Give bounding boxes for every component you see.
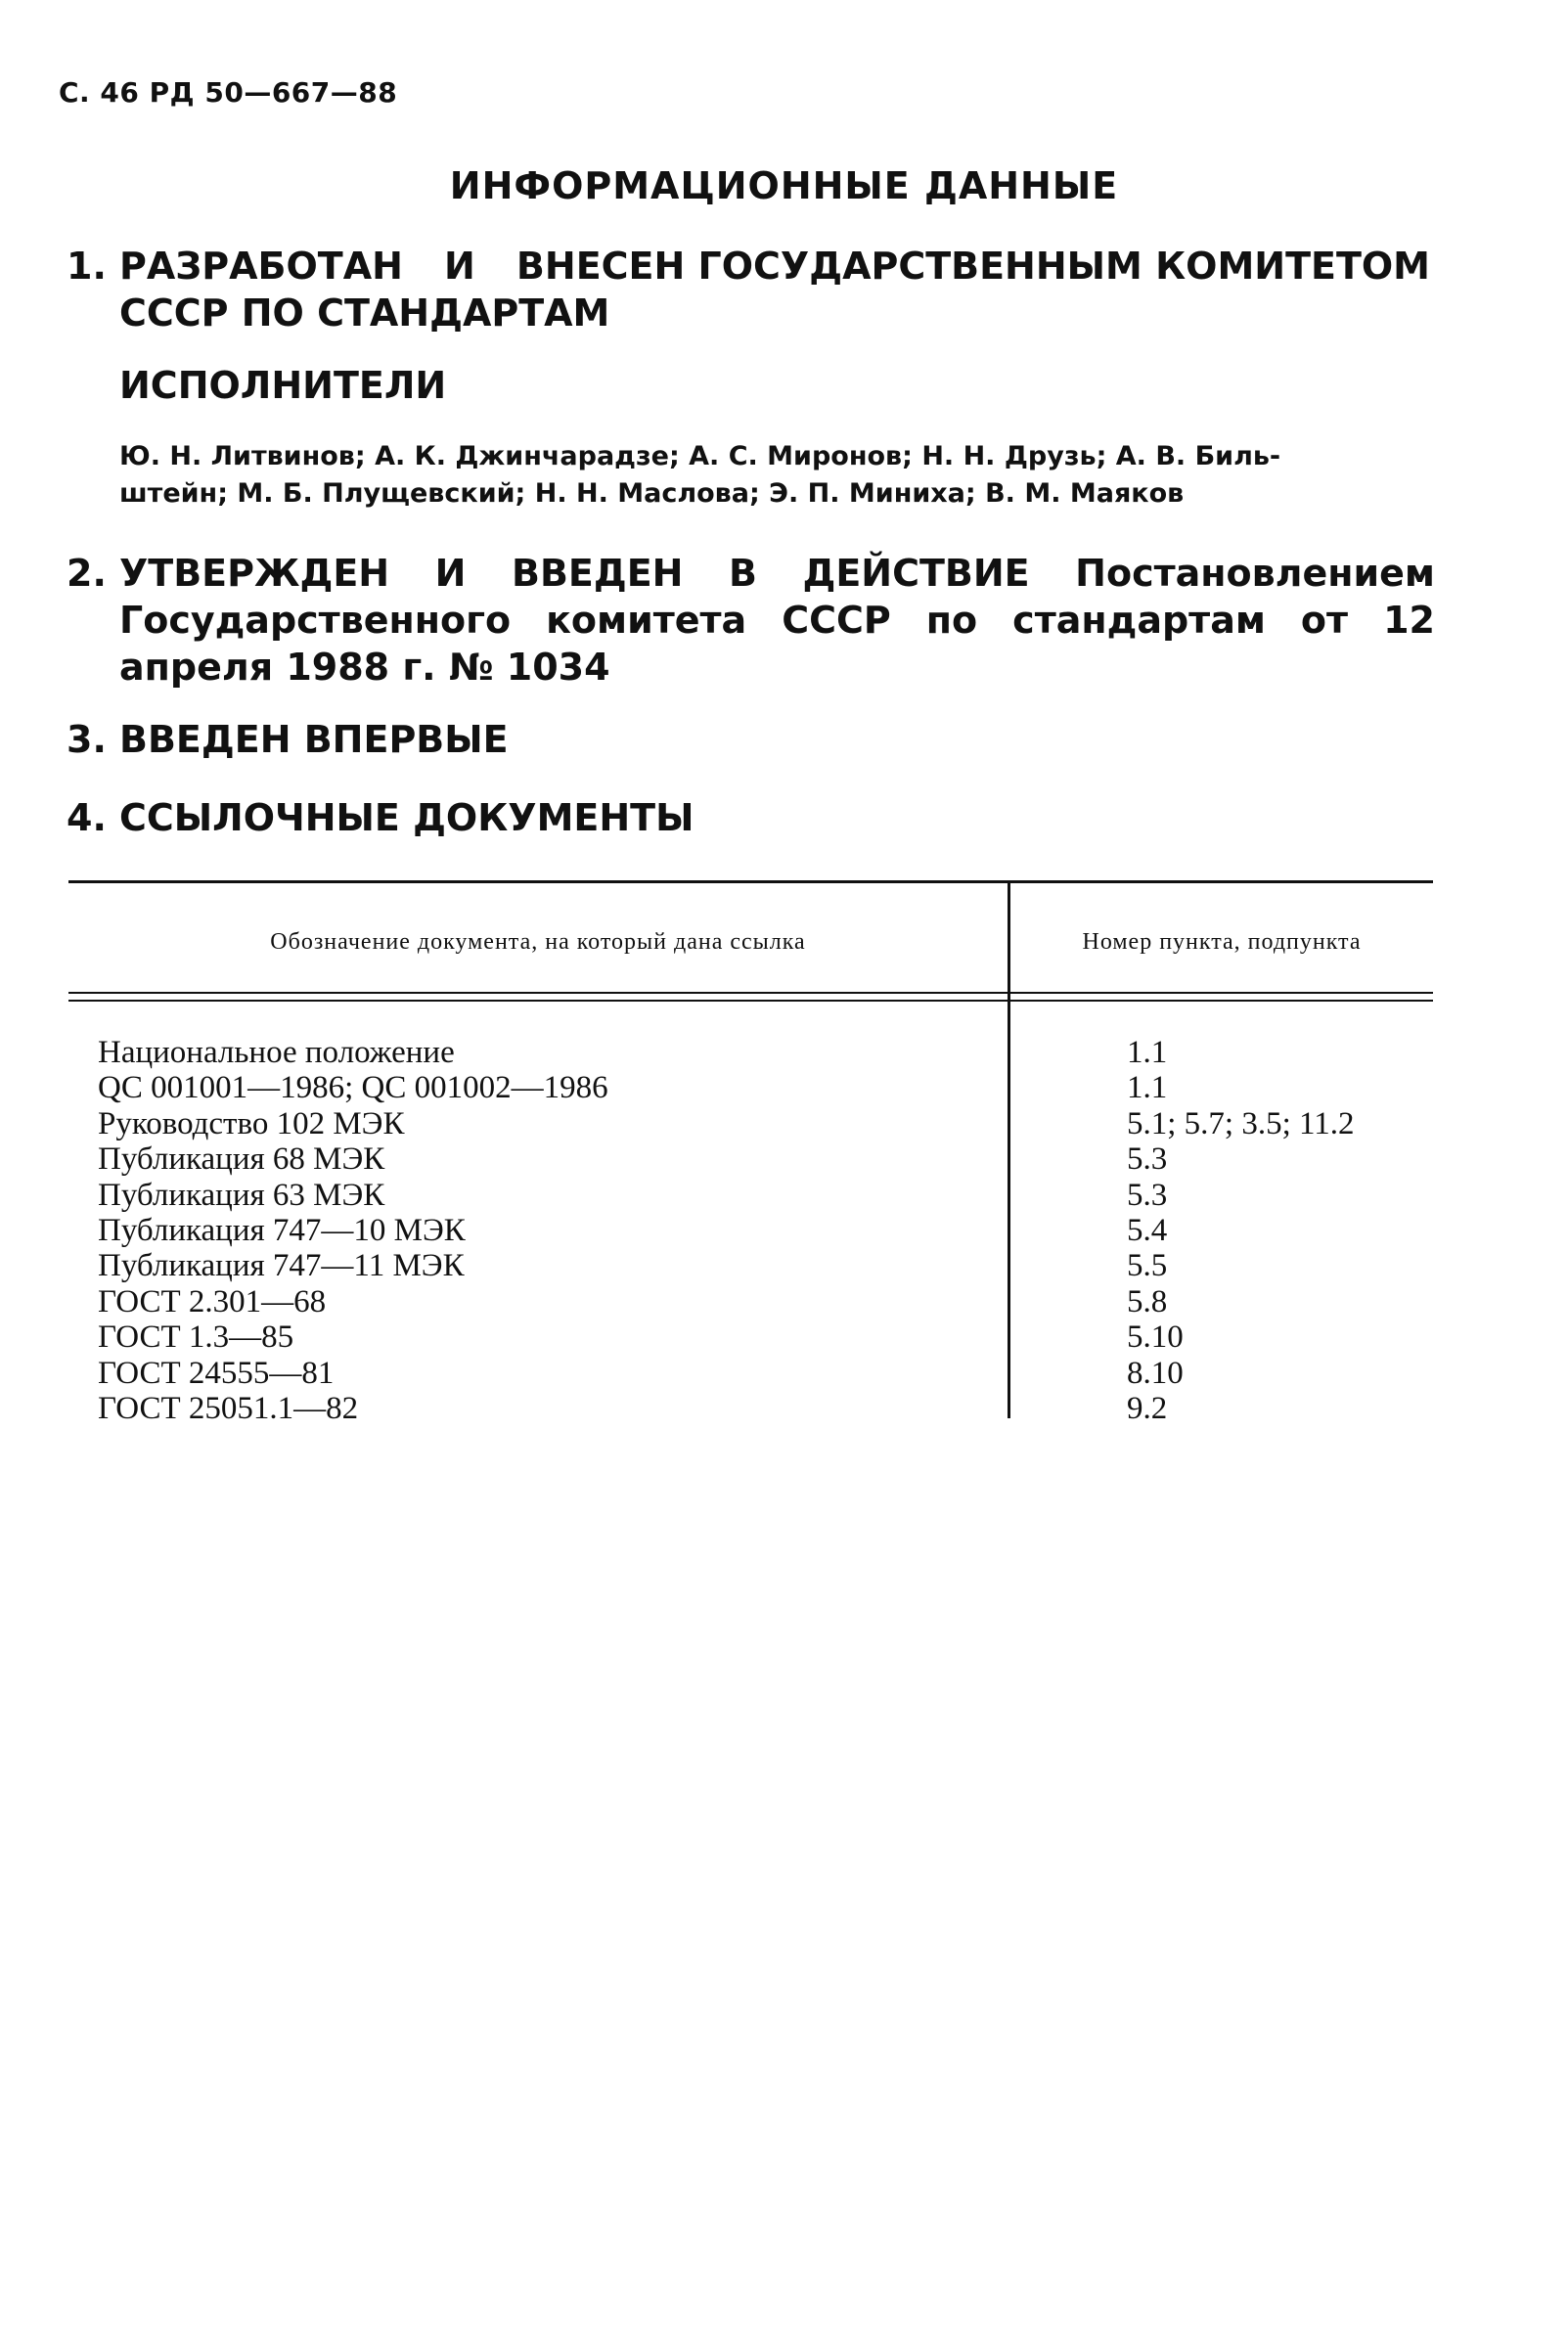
table-cell-clause: 5.10 <box>1127 1319 1184 1356</box>
table-cell-document: Публикация 747—11 МЭК <box>98 1248 465 1284</box>
section-1-word-3: ВНЕСЕН ГОСУДАРСТВЕННЫМ КОМИТЕТОМ <box>515 245 1430 288</box>
table-row <box>98 1035 1418 1070</box>
table-cell-clause: 5.8 <box>1127 1283 1168 1319</box>
section-4-text: ССЫЛОЧНЫЕ ДОКУМЕНТЫ <box>119 796 694 839</box>
table-row <box>98 1248 1418 1283</box>
executors-list <box>119 438 1435 513</box>
section-2-text <box>119 550 1435 691</box>
section-4-number: 4. <box>67 796 107 839</box>
page-title: ИНФОРМАЦИОННЫЕ ДАННЫЕ <box>449 164 1119 207</box>
table-header-document: Обозначение документа, на который дана ссылка <box>270 929 806 955</box>
table-header-clause: Номер пункта, подпункта <box>1082 929 1362 955</box>
section-3 <box>67 716 509 763</box>
table-cell-clause: 5.3 <box>1127 1141 1168 1178</box>
section-1-line-1 <box>119 243 1430 290</box>
table-cell-clause: 1.1 <box>1127 1070 1168 1106</box>
section-3-number: 3. <box>67 718 107 761</box>
section-1-line-2: СССР ПО СТАНДАРТАМ <box>119 291 610 335</box>
section-2-body: Постановлением Государственного комитета СССР по стандартам от 12 апреля 1988 г. № 1034 <box>119 552 1435 689</box>
executors-heading: ИСПОЛНИТЕЛИ <box>119 364 447 407</box>
page-header-code: С. 46 РД 50—667—88 <box>59 76 398 109</box>
table-cell-document: ГОСТ 24555—81 <box>98 1355 335 1391</box>
table-row <box>98 1284 1418 1319</box>
table-top-rule <box>68 880 1433 883</box>
section-1-number: 1. <box>67 245 107 288</box>
section-1 <box>67 243 1430 336</box>
table-header-rule-double <box>68 1000 1433 1002</box>
table-cell-clause: 5.5 <box>1127 1248 1168 1284</box>
table-cell-document: ГОСТ 2.301—68 <box>98 1283 327 1319</box>
table-row <box>98 1391 1418 1426</box>
table-row <box>98 1213 1418 1248</box>
table-cell-clause: 9.2 <box>1127 1390 1168 1426</box>
table-cell-clause: 1.1 <box>1127 1035 1168 1070</box>
table-cell-clause: 5.3 <box>1127 1177 1168 1213</box>
table-cell-clause: 5.1; 5.7; 3.5; 11.2 <box>1127 1105 1355 1141</box>
table-header-rule <box>68 992 1433 994</box>
section-3-text: ВВЕДЕН ВПЕРВЫЕ <box>119 718 509 761</box>
table-cell-document: QC 001001—1986; QC 001002—1986 <box>98 1070 608 1106</box>
table-cell-document: Публикация 63 МЭК <box>98 1177 385 1213</box>
table-row <box>98 1319 1418 1355</box>
section-2-number: 2. <box>67 552 107 595</box>
table-row <box>98 1106 1418 1141</box>
table-cell-document: Руководство 102 МЭК <box>98 1105 405 1141</box>
table-body <box>98 1035 1418 1426</box>
table-cell-document: ГОСТ 1.3—85 <box>98 1319 294 1356</box>
table-cell-document: ГОСТ 25051.1—82 <box>98 1390 359 1426</box>
table-row <box>98 1141 1418 1177</box>
section-2 <box>67 550 1435 691</box>
table-cell-clause: 5.4 <box>1127 1212 1168 1248</box>
table-cell-document: Публикация 747—10 МЭК <box>98 1212 466 1248</box>
table-row <box>98 1356 1418 1391</box>
table-row <box>98 1070 1418 1105</box>
section-4 <box>67 794 694 841</box>
table-cell-document: Публикация 68 МЭК <box>98 1141 385 1178</box>
table-cell-document: Национальное положение <box>98 1035 455 1070</box>
section-2-lead: УТВЕРЖДЕН И ВВЕДЕН В ДЕЙСТВИЕ <box>119 552 1030 595</box>
section-1-word-2: И <box>444 245 475 288</box>
table-cell-clause: 8.10 <box>1127 1355 1184 1391</box>
table-row <box>98 1178 1418 1213</box>
executors-line-1: Ю. Н. Литвинов; А. К. Джинчарадзе; А. С. Миронов; Н. Н. Друзь; А. В. Биль- <box>119 441 1281 471</box>
executors-line-2: штейн; М. Б. Плущевский; Н. Н. Маслова; Э. П. Миниха; В. М. Маяков <box>119 478 1185 509</box>
section-1-word-1: РАЗРАБОТАН <box>119 245 403 288</box>
